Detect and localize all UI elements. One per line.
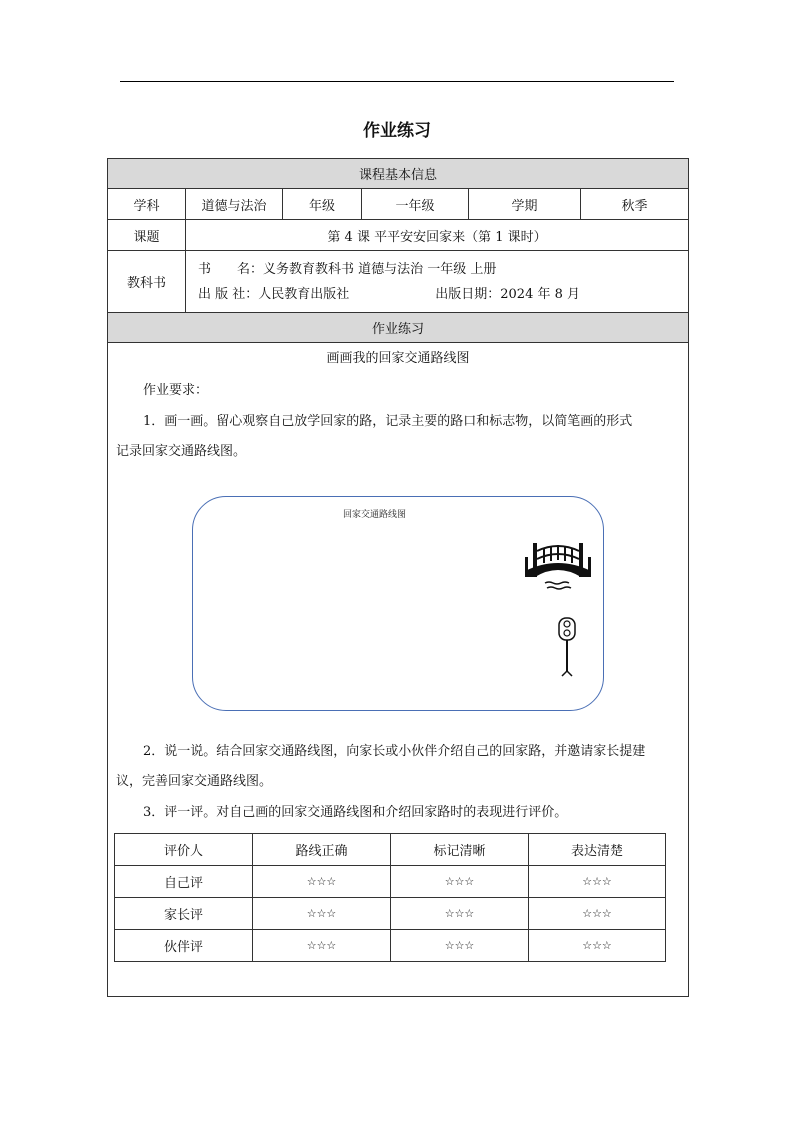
term-value: 秋季	[581, 189, 689, 220]
textbook-title: 书 名：义务教育教科书 道德与法治 一年级 上册	[198, 261, 497, 277]
eval-header-evaluator: 评价人	[115, 834, 253, 866]
eval-evaluator: 伙伴评	[115, 930, 253, 962]
grade-label: 年级	[283, 189, 362, 220]
route-box-label: 回家交通路线图	[343, 510, 407, 520]
star-rating-mark[interactable]: ☆☆☆	[391, 930, 529, 962]
header-rule	[120, 81, 674, 82]
exercise-requirements: 作业要求：	[143, 383, 209, 398]
bridge-icon	[523, 541, 593, 593]
eval-header-route: 路线正确	[253, 834, 391, 866]
star-rating-route[interactable]: ☆☆☆	[253, 898, 391, 930]
textbook-info	[186, 251, 689, 313]
evaluation-table	[114, 833, 666, 962]
item2-line2: 议，完善回家交通路线图。	[116, 774, 273, 789]
info-header: 课程基本信息	[108, 159, 689, 189]
subject-value: 道德与法治	[186, 189, 283, 220]
item2-line1: 2．说一说。结合回家交通路线图，向家长或小伙伴介绍自己的回家路，并邀请家长提建	[143, 744, 646, 759]
star-rating-mark[interactable]: ☆☆☆	[391, 866, 529, 898]
star-rating-route[interactable]: ☆☆☆	[253, 930, 391, 962]
course-info-table	[107, 158, 689, 997]
textbook-label: 教科书	[108, 251, 186, 313]
exercise-body	[108, 343, 689, 997]
star-rating-expression[interactable]: ☆☆☆	[529, 898, 666, 930]
topic-value: 第 4 课 平平安安回家来（第 1 课时）	[186, 220, 689, 251]
textbook-date: 出版日期：2024 年 8 月	[435, 286, 581, 302]
table-row	[115, 898, 666, 930]
star-rating-mark[interactable]: ☆☆☆	[391, 898, 529, 930]
star-rating-expression[interactable]: ☆☆☆	[529, 866, 666, 898]
route-drawing-area[interactable]	[192, 496, 604, 711]
table-row	[115, 866, 666, 898]
term-label: 学期	[469, 189, 581, 220]
eval-header-mark: 标记清晰	[391, 834, 529, 866]
exercise-header: 作业练习	[108, 313, 689, 343]
eval-evaluator: 自己评	[115, 866, 253, 898]
textbook-publisher-line	[198, 282, 688, 307]
item3-text: 3．评一评。对自己画的回家交通路线图和介绍回家路时的表现进行评价。	[143, 805, 568, 820]
textbook-publisher: 出 版 社：人民教育出版社	[198, 286, 350, 302]
grade-value: 一年级	[362, 189, 469, 220]
star-rating-expression[interactable]: ☆☆☆	[529, 930, 666, 962]
item1-line2: 记录回家交通路线图。	[116, 444, 247, 459]
eval-header-expression: 表达清楚	[529, 834, 666, 866]
subject-label: 学科	[108, 189, 186, 220]
page-title: 作业练习	[363, 121, 431, 141]
exercise-title: 画画我的回家交通路线图	[326, 351, 470, 366]
table-row	[115, 930, 666, 962]
item1-line1: 1．画一画。留心观察自己放学回家的路，记录主要的路口和标志物，以简笔画的形式	[143, 414, 633, 429]
topic-label: 课题	[108, 220, 186, 251]
eval-evaluator: 家长评	[115, 898, 253, 930]
traffic-light-icon	[555, 616, 579, 678]
star-rating-route[interactable]: ☆☆☆	[253, 866, 391, 898]
